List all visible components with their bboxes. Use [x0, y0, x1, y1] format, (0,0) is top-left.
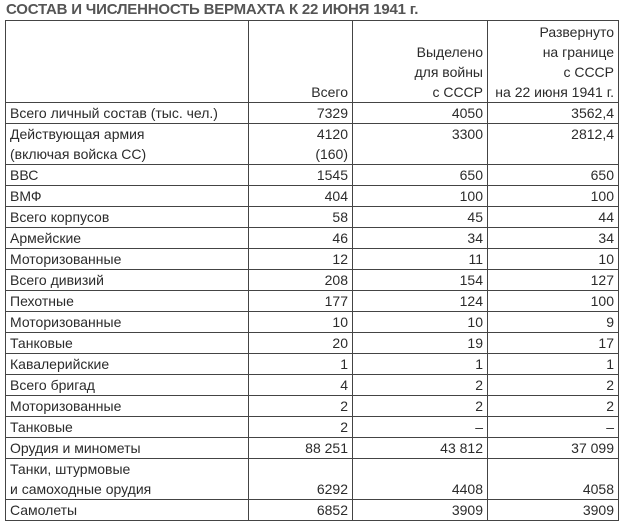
table-row: [6, 249, 619, 270]
header-line: на границе: [542, 44, 614, 60]
cell-deployed: 34: [488, 228, 619, 249]
row-label: Моторизованные: [6, 249, 249, 270]
cell-deployed: 44: [488, 207, 619, 228]
table-row: [6, 312, 619, 333]
wehrmacht-table: [5, 20, 619, 521]
cell-deployed: 2812,4: [488, 124, 619, 165]
header-line: для войны: [414, 64, 483, 80]
cell-allocated: 3909: [353, 500, 488, 521]
cell-line: (160): [315, 146, 348, 162]
row-label: Самолеты: [6, 500, 249, 521]
header-line: с СССР: [432, 84, 483, 100]
row-label: Всего бригад: [6, 375, 249, 396]
cell-total: 7329: [249, 103, 353, 124]
cell-total: 177: [249, 291, 353, 312]
cell-allocated: 43 812: [353, 438, 488, 459]
cell-total: 6852: [249, 500, 353, 521]
cell-deployed: 3562,4: [488, 103, 619, 124]
row-label: Всего личный состав (тыс. чел.): [6, 103, 249, 124]
cell-total: 6292: [249, 459, 353, 500]
cell-allocated: 100: [353, 186, 488, 207]
cell-allocated: 10: [353, 312, 488, 333]
cell-deployed: 2: [488, 396, 619, 417]
table-row: [6, 186, 619, 207]
table-row: [6, 270, 619, 291]
header-line: на 22 июня 1941 г.: [495, 84, 614, 100]
row-label-line: (включая войска СС): [10, 146, 147, 162]
table-row: [6, 438, 619, 459]
cell-total: 404: [249, 186, 353, 207]
cell-total: 1: [249, 354, 353, 375]
row-label: Орудия и минометы: [6, 438, 249, 459]
cell-total: 20: [249, 333, 353, 354]
cell-deployed: 9: [488, 312, 619, 333]
cell-deployed: 100: [488, 291, 619, 312]
cell-allocated: 45: [353, 207, 488, 228]
table-title: СОСТАВ И ЧИСЛЕННОСТЬ ВЕРМАХТА К 22 ИЮНЯ 1941 г.: [6, 1, 419, 18]
cell-total: 10: [249, 312, 353, 333]
table-row: [6, 333, 619, 354]
cell-deployed: 127: [488, 270, 619, 291]
cell-allocated: 34: [353, 228, 488, 249]
cell-deployed: 17: [488, 333, 619, 354]
cell-deployed: 3909: [488, 500, 619, 521]
table-row: [6, 375, 619, 396]
row-label: Кавалерийские: [6, 354, 249, 375]
cell-allocated: 2: [353, 375, 488, 396]
cell-deployed: 10: [488, 249, 619, 270]
cell-allocated: 19: [353, 333, 488, 354]
cell-total: 2: [249, 417, 353, 438]
row-label: Пехотные: [6, 291, 249, 312]
row-label: Армейские: [6, 228, 249, 249]
row-label: [6, 124, 249, 165]
row-label: Всего дивизий: [6, 270, 249, 291]
table-row: [6, 396, 619, 417]
cell-deployed: 100: [488, 186, 619, 207]
cell-allocated: 4408: [353, 459, 488, 500]
cell-allocated: 1: [353, 354, 488, 375]
cell-total: 46: [249, 228, 353, 249]
row-label: ВВС: [6, 165, 249, 186]
row-label: Моторизованные: [6, 396, 249, 417]
cell-deployed: 37 099: [488, 438, 619, 459]
cell-total: 208: [249, 270, 353, 291]
cell-deployed: 650: [488, 165, 619, 186]
row-label-line: и самоходные орудия: [10, 481, 152, 497]
table-row: [6, 417, 619, 438]
row-label-line: Танки, штурмовые: [10, 461, 131, 477]
row-label: Моторизованные: [6, 312, 249, 333]
cell-total: 2: [249, 396, 353, 417]
table-row: [6, 459, 619, 500]
header-line: Развернуто: [539, 24, 614, 40]
table-row: [6, 207, 619, 228]
row-label: ВМФ: [6, 186, 249, 207]
table-row: [6, 500, 619, 521]
row-label-line: Действующая армия: [10, 126, 145, 142]
cell-allocated: –: [353, 417, 488, 438]
table-row: [6, 103, 619, 124]
table-row: [6, 291, 619, 312]
cell-total: 12: [249, 249, 353, 270]
cell-allocated: 3300: [353, 124, 488, 165]
cell-total: 88 251: [249, 438, 353, 459]
row-label: Всего корпусов: [6, 207, 249, 228]
header-line: Всего: [311, 84, 348, 100]
cell-allocated: 154: [353, 270, 488, 291]
cell-allocated: 11: [353, 249, 488, 270]
table-row: [6, 165, 619, 186]
cell-deployed: 2: [488, 375, 619, 396]
table-row: [6, 124, 619, 165]
cell-deployed: –: [488, 417, 619, 438]
table-row: [6, 228, 619, 249]
header-line: с СССР: [563, 64, 614, 80]
header-row: [6, 21, 619, 103]
cell-allocated: 4050: [353, 103, 488, 124]
header-allocated: [353, 21, 488, 103]
cell-total: 4: [249, 375, 353, 396]
cell-total: 1545: [249, 165, 353, 186]
header-line: Выделено: [416, 44, 483, 60]
cell-allocated: 124: [353, 291, 488, 312]
table-row: [6, 354, 619, 375]
cell-allocated: 650: [353, 165, 488, 186]
row-label: Танковые: [6, 333, 249, 354]
cell-deployed: 1: [488, 354, 619, 375]
cell-line: 4120: [316, 126, 348, 142]
header-deployed: [488, 21, 619, 103]
row-label: [6, 459, 249, 500]
cell-deployed: 4058: [488, 459, 619, 500]
header-label-cell: [6, 21, 249, 103]
cell-allocated: 2: [353, 396, 488, 417]
header-total: [249, 21, 353, 103]
row-label: Танковые: [6, 417, 249, 438]
cell-total: 58: [249, 207, 353, 228]
cell-total: [249, 124, 353, 165]
